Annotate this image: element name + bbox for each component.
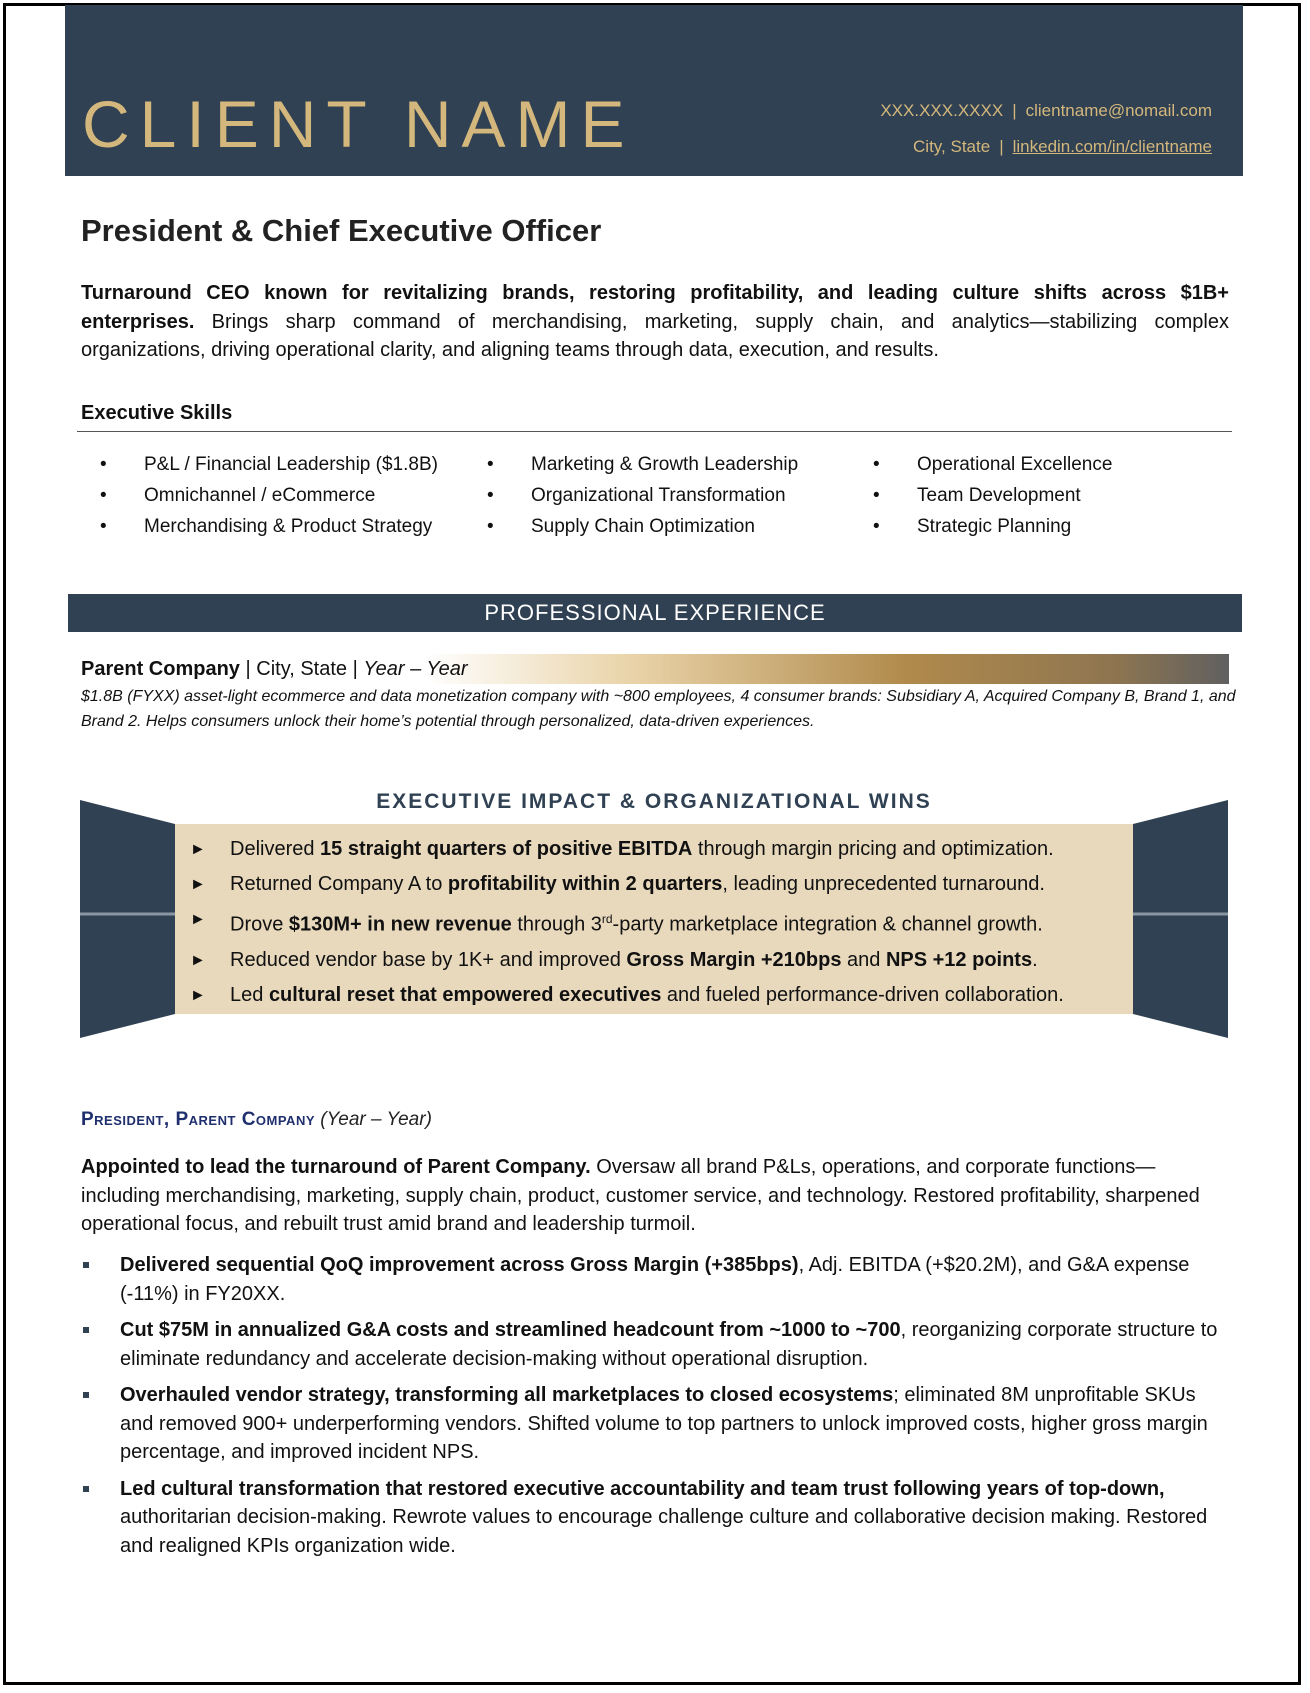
arrow-right-icon: ► (190, 951, 206, 969)
bullet-icon: • (873, 454, 880, 475)
location: City, State (913, 137, 991, 156)
skill-item: • Supply Chain Optimization (487, 511, 798, 542)
wins-list (190, 832, 1130, 1013)
skill-item: • Omnichannel / eCommerce (100, 480, 438, 511)
summary (81, 279, 1229, 365)
arrow-right-icon: ► (190, 876, 206, 893)
win-item: ► Returned Company A to profitability within 2 quarters, leading unprecedented turnaround. (190, 867, 1130, 902)
bullet-icon: • (873, 516, 880, 537)
bullet-icon: • (487, 454, 494, 475)
square-bullet-icon (83, 1327, 89, 1333)
company-line (81, 654, 1229, 684)
skill-item: • P&L / Financial Leadership ($1.8B) (100, 449, 438, 480)
bullet-icon: • (100, 454, 107, 475)
win-item: ► Delivered 15 straight quarters of positive EBITDA through margin pricing and optimization. (190, 832, 1130, 867)
company-description: $1.8B (FYXX) asset-light ecommerce and data monetization company with ~800 employees, 4 consumer brands: Subsidiary A, Acquired Company B, Brand 1, and Brand 2. Helps consumers unlock their home’s potential through personalized, data-driven experiences. (81, 688, 1236, 730)
skills-heading: Executive Skills (81, 402, 233, 424)
arrow-right-icon: ► (190, 841, 206, 858)
skills-column-2 (487, 449, 798, 542)
win-item: ► Led cultural reset that empowered executives and fueled performance-driven collaboration. (190, 978, 1130, 1013)
summary-bold: Turnaround CEO known for revitalizing brands, restoring profitability, and leading culture shifts across $1B+ enterprises. (81, 282, 1229, 333)
contact-block (880, 93, 1212, 165)
skill-item: • Merchandising & Product Strategy (100, 511, 438, 542)
win-item: ► Reduced vendor base by 1K+ and improved Gross Margin +210bps and NPS +12 points. (190, 943, 1130, 978)
role-intro (81, 1153, 1231, 1239)
contact-line-2 (880, 129, 1212, 165)
role-heading (81, 1109, 432, 1131)
email[interactable]: clientname@nomail.com (1025, 101, 1212, 120)
skill-item: • Team Development (873, 480, 1112, 511)
list-item: Overhauled vendor strategy, transforming all marketplaces to closed ecosystems; eliminated 8M unprofitable SKUs and removed 900+ underperforming vendors. Shifted volume to top partners to unlock improved costs, higher gross margin percentage, and improved incident NPS. (81, 1381, 1231, 1467)
separator: | (245, 658, 251, 680)
company-dates: Year – Year (363, 658, 468, 680)
section-bar-experience: PROFESSIONAL EXPERIENCE (68, 594, 1242, 632)
bullet-icon: • (100, 516, 107, 537)
skill-item: • Marketing & Growth Leadership (487, 449, 798, 480)
separator: | (352, 658, 358, 680)
job-title: President & Chief Executive Officer (81, 213, 602, 248)
bullet-icon: • (487, 485, 494, 506)
role-intro-text: Oversaw all brand P&Ls, operations, and corporate functions—including merchandising, marketing, supply chain, product, customer service, and technology. Restored profitability, sharpened operational focus, and rebuilt trust amid brand and leadership turmoil. (81, 1156, 1200, 1235)
linkedin-link[interactable]: linkedin.com/in/clientname (1012, 137, 1212, 156)
company-location: City, State (256, 658, 348, 680)
role-dates: (Year – Year) (320, 1109, 432, 1130)
skill-item: • Organizational Transformation (487, 480, 798, 511)
square-bullet-icon (83, 1486, 89, 1492)
list-item: Led cultural transformation that restored executive accountability and team trust following years of top-down, authoritarian decision-making. Rewrote values to encourage challenge culture and collaborative decision making. Restored and realigned KPIs organization wide. (81, 1475, 1231, 1561)
separator: | (1012, 101, 1017, 120)
role-intro-bold: Appointed to lead the turnaround of Parent Company. (81, 1156, 591, 1178)
arrow-right-icon: ► (190, 911, 206, 928)
skill-item: • Strategic Planning (873, 511, 1112, 542)
role-bullets (81, 1251, 1231, 1568)
summary-text: Brings sharp command of merchandising, marketing, supply chain, and analytics—stabilizing complex organizations, driving operational clarity, and aligning teams through data, execution, and results. (81, 310, 1229, 361)
client-name: CLIENT NAME (82, 87, 635, 161)
bullet-icon: • (100, 485, 107, 506)
role-name: President, Parent Company (81, 1109, 316, 1130)
skills-column-1 (100, 449, 438, 542)
win-item: ► Drove $130M+ in new revenue through 3rd-party marketplace integration & channel growth. (190, 902, 1130, 943)
separator: | (999, 137, 1004, 156)
square-bullet-icon (83, 1262, 89, 1268)
bullet-icon: • (873, 485, 880, 506)
arrow-right-icon: ► (190, 986, 206, 1004)
skills-column-3 (873, 449, 1112, 542)
list-item: Delivered sequential QoQ improvement across Gross Margin (+385bps), Adj. EBITDA (+$20.2M), and G&A expense (-11%) in FY20XX. (81, 1251, 1231, 1308)
bullet-icon: • (487, 516, 494, 537)
wins-title: EXECUTIVE IMPACT & ORGANIZATIONAL WINS (376, 790, 932, 813)
list-item: Cut $75M in annualized G&A costs and streamlined headcount from ~1000 to ~700, reorganizing corporate structure to eliminate redundancy and accelerate decision-making without operational disruption. (81, 1316, 1231, 1373)
contact-line-1 (880, 93, 1212, 129)
skill-item: • Operational Excellence (873, 449, 1112, 480)
square-bullet-icon (83, 1392, 89, 1398)
skills-divider (77, 431, 1232, 432)
company-name: Parent Company (81, 658, 240, 680)
phone: XXX.XXX.XXXX (880, 101, 1004, 120)
